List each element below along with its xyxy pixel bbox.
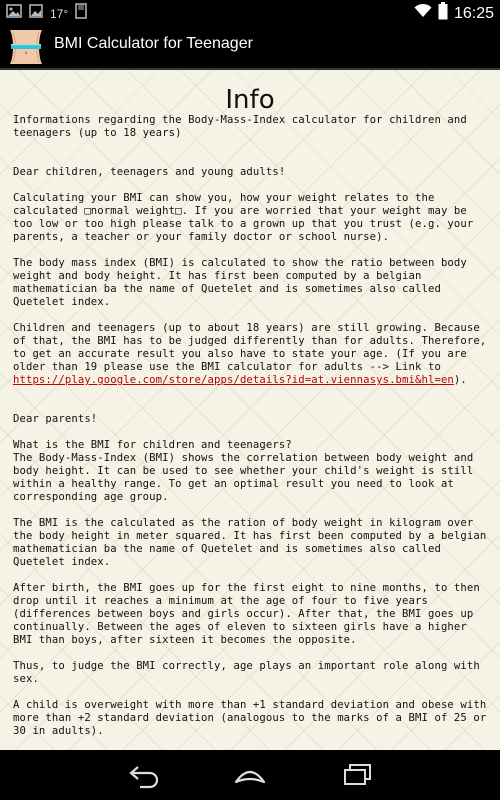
paragraph-overweight: A child is overweight with more than +1 standard deviation and obese with more than +2 standard deviation (analogous to the marks of a BMI of 25 or 30 in adults). [13,699,493,737]
info-text [13,114,493,790]
sd-card-icon [75,3,87,24]
paragraph-children-text: Children and teenagers (up to about 18 years) are still growing. Because of that, the BMI has to be judged differently than for adults. Therefore, to get an accurate result you also have to state your age. (If you are older than 19 please use the BMI calculator for adults --> Link to [13,322,493,373]
intro-paragraph: Informations regarding the Body-Mass-Index calculator for children and teenagers (up to 18 years) [13,114,474,139]
image-icon [29,4,43,23]
paragraph-age-sex: Thus, to judge the BMI correctly, age plays an important role along with sex. [13,660,487,685]
page-title: Info [225,85,275,115]
back-icon[interactable] [126,762,162,788]
clock: 16:25 [453,4,494,22]
paragraph-bmi-calculation: The BMI is the calculated as the ration of body weight in kilogram over the body height in meter squared. It has first been computed by a belgian mathematician ba the name of Quetelet and is sometimes also called Quetelet index. [13,517,493,568]
app-title: BMI Calculator for Teenager [54,35,253,52]
temperature-readout: 17° [50,6,69,21]
paragraph-bmi-after-birth: After birth, the BMI goes up for the first eight to nine months, to then drop until it reaches a minimum at the age of four to five years (differences between boys and girls occur). After that, the BMI goes up continually. Between the ages of eleven to sixteen girls have a higher BMI than boys, after sixteen it becomes the opposite. [13,582,487,646]
info-content[interactable] [0,70,500,750]
action-bar [0,24,500,70]
paragraph-bmi-weight: Calculating your BMI can show you, how your weight relates to the calculated □normal weight□. If you are worried that your weight may be too low or too high please talk to a grown up that you trust (e.g. your parents, a teacher or your family doctor or school nurse). [13,192,480,243]
gallery-icon [6,4,22,23]
question-what-is-bmi: What is the BMI for children and teenagers? [13,439,292,451]
paragraph-what-is-bmi [13,439,489,504]
greeting-parents: Dear parents! [13,413,98,425]
wifi-icon [414,4,432,23]
home-icon[interactable] [232,762,268,788]
paragraph-children-end: ). [453,374,467,386]
status-bar [0,0,500,24]
app-logo-icon[interactable] [6,28,46,66]
paragraph-what-is-bmi-text: The Body-Mass-Index (BMI) shows the correlation between body weight and body height. It can be used to see whether your child's weight is still within a healthy range. To get an optimal result you need to look at corresponding age group. [13,452,480,503]
battery-icon [438,2,448,25]
paragraph-children-growing [13,322,493,387]
greeting-children: Dear children, teenagers and young adults! [13,166,286,178]
recent-apps-icon[interactable] [340,762,376,788]
adult-bmi-link[interactable]: https://play.google.com/store/apps/details?id=at.viennasys.bmi&hl=en [13,374,454,386]
navigation-bar [0,750,500,800]
paragraph-bmi-definition: The body mass index (BMI) is calculated to show the ratio between body weight and body height. It has first been computed by a belgian mathematician ba the name of Quetelet and is sometimes also called Quetelet index. [13,257,474,308]
